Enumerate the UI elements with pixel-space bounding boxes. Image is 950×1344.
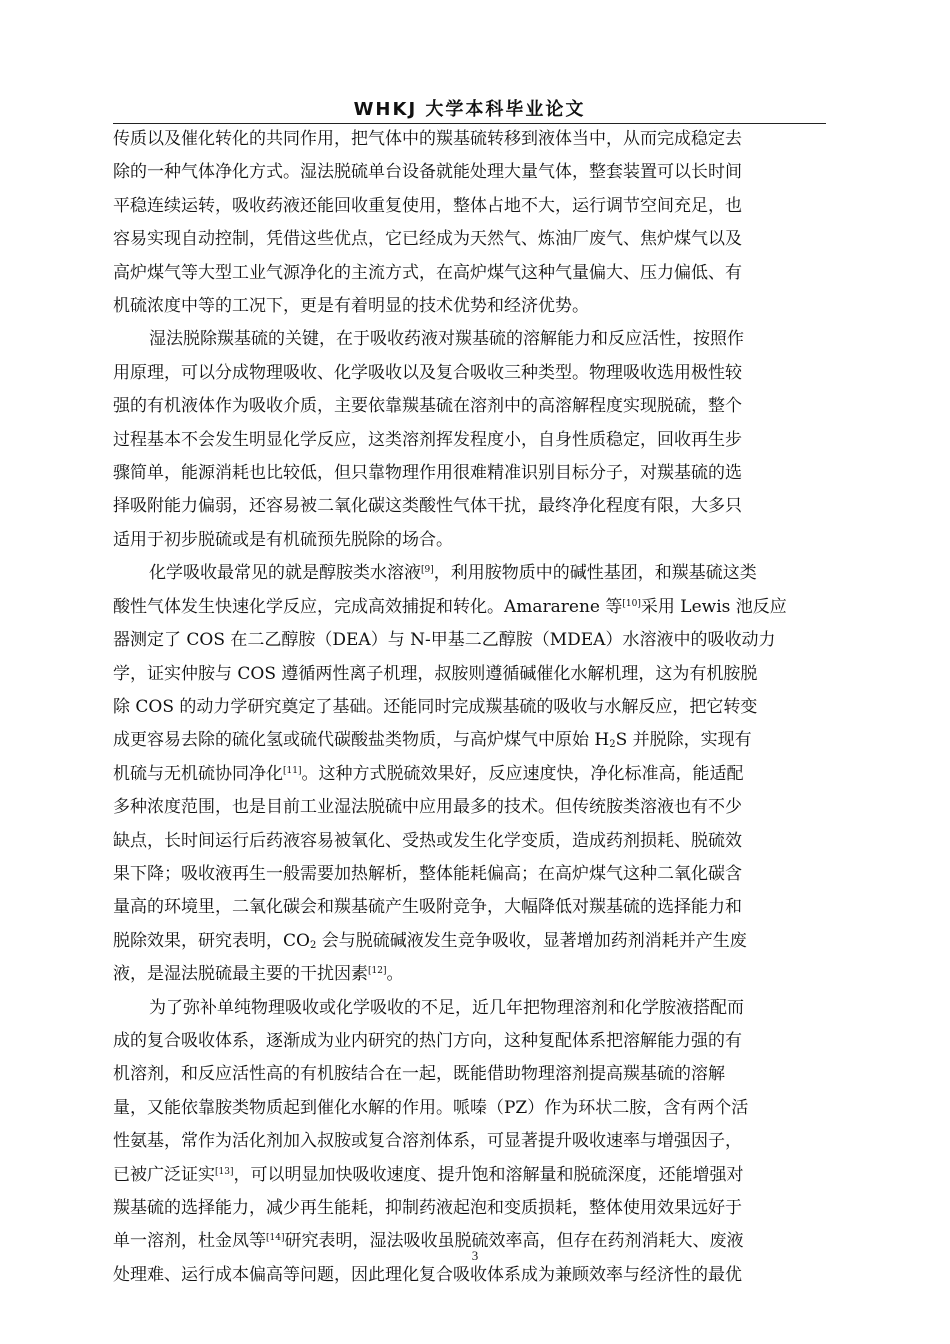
page-number: 3 bbox=[471, 1248, 479, 1263]
text-line: 量，又能依靠胺类物质起到催化水解的作用。哌嗪（PZ）作为环状二胺，含有两个活 bbox=[113, 1097, 749, 1118]
text-line: 多种浓度范围，也是目前工业湿法脱硫中应用最多的技术。但传统胺类溶液也有不少 bbox=[113, 797, 742, 818]
text-line: 机溶剂，和反应活性高的有机胺结合在一起，既能借助物理溶剂提高羰基硫的溶解 bbox=[113, 1064, 725, 1085]
text-line: 羰基硫的选择能力，减少再生能耗，抑制药液起泡和变质损耗，整体使用效果远好于 bbox=[113, 1198, 742, 1218]
text-line: 容易实现自动控制，凭借这些优点，它已经成为天然气、炼油厂废气、焦炉煤气以及 bbox=[113, 229, 742, 250]
text-line: 量高的环境里，二氧化碳会和羰基硫产生吸附竞争，大幅降低对羰基硫的选择能力和 bbox=[113, 897, 742, 918]
page-header bbox=[113, 92, 826, 124]
text-line: 缺点，长时间运行后药液容易被氧化、受热或发生化学变质，造成药剂损耗、脱硫效 bbox=[113, 830, 742, 851]
paragraph bbox=[113, 323, 826, 557]
text-line: 高炉煤气等大型工业气源净化的主流方式，在高炉煤气这种气量偏大、压力偏低、有 bbox=[113, 262, 742, 283]
text-line: 择吸附能力偏弱，还容易被二氧化碳这类酸性气体干扰，最终净化程度有限，大多只 bbox=[113, 496, 742, 517]
text-line: 机硫浓度中等的工况下，更是有着明显的技术优势和经济优势。 bbox=[113, 296, 589, 317]
text-line: 已被广泛证实[13]，可以明显加快吸收速度、提升饱和溶解量和脱硫深度，还能增强对 bbox=[113, 1164, 744, 1185]
text-line: 机硫与无机硫协同净化[11]。这种方式脱硫效果好，反应速度快，净化标准高，能适配 bbox=[113, 763, 744, 784]
text-line: 学，证实仲胺与 COS 遵循两性离子机理，叔胺则遵循碱催化水解机理，这为有机胺脱 bbox=[113, 663, 758, 684]
text-line: 用原理，可以分成物理吸收、化学吸收以及复合吸收三种类型。物理吸收选用极性较 bbox=[113, 362, 742, 383]
text-line: 性氨基，常作为活化剂加入叔胺或复合溶剂体系，可显著提升吸收速率与增强因子， bbox=[113, 1131, 742, 1152]
text-line: 为了弥补单纯物理吸收或化学吸收的不足，近几年把物理溶剂和化学胺液搭配而 bbox=[149, 997, 744, 1018]
text-line: 液，是湿法脱硫最主要的干扰因素[12]。 bbox=[113, 964, 404, 985]
text-line: 脱除效果，研究表明，$CO_2$ 会与脱硫碱液发生竞争吸收，显著增加药剂消耗并产生废 bbox=[113, 930, 747, 951]
text-line: 酸性气体发生快速化学反应，完成高效捕捉和转化。Amararene 等[10]采用 Lewis 池反应 bbox=[113, 596, 787, 617]
text-line: 单一溶剂，杜金凤等[14]研究表明，湿法吸收虽脱硫效率高，但存在药剂消耗大、废液 bbox=[113, 1231, 744, 1252]
text-line: 化学吸收最常见的就是醇胺类水溶液[9]，利用胺物质中的碱性基团，和羰基硫这类 bbox=[149, 563, 757, 584]
text-line: 器测定了 COS 在二乙醇胺（DEA）与 N-甲基二乙醇胺（MDEA）水溶液中的吸收动力 bbox=[113, 630, 776, 651]
text-line: 处理难、运行成本偏高等问题，因此理化复合吸收体系成为兼顾效率与经济性的最优 bbox=[113, 1264, 742, 1285]
text-line: 适用于初步脱硫或是有机硫预先脱除的场合。 bbox=[113, 529, 453, 550]
body-text bbox=[113, 123, 826, 1292]
paragraph bbox=[113, 123, 826, 323]
text-line: 湿法脱除羰基硫的关键，在于吸收药液对羰基硫的溶解能力和反应活性，按照作 bbox=[149, 329, 744, 350]
text-line: 强的有机液体作为吸收介质，主要依靠羰基硫在溶剂中的高溶解程度实现脱硫，整个 bbox=[113, 396, 742, 417]
paragraph bbox=[113, 557, 826, 991]
text-line: 除的一种气体净化方式。湿法脱硫单台设备就能处理大量气体，整套装置可以长时间 bbox=[113, 162, 742, 183]
text-line: 除 COS 的动力学研究奠定了基础。还能同时完成羰基硫的吸收与水解反应，把它转变 bbox=[113, 696, 758, 717]
text-line: 平稳连续运转，吸收药液还能回收重复使用，整体占地不大，运行调节空间充足，也 bbox=[113, 195, 742, 216]
text-line: 果下降；吸收液再生一般需要加热解析，整体能耗偏高；在高炉煤气这种二氧化碳含 bbox=[113, 863, 742, 884]
text-line: 传质以及催化转化的共同作用，把气体中的羰基硫转移到液体当中，从而完成稳定去 bbox=[113, 129, 742, 149]
text-line: 过程基本不会发生明显化学反应，这类溶剂挥发程度小，自身性质稳定，回收再生步 bbox=[113, 429, 742, 450]
text-line: 成更容易去除的硫化氢或硫代碳酸盐类物质，与高炉煤气中原始 $H_2S$ 并脱除，实现有 bbox=[113, 730, 752, 751]
header-title: WHKJ 大学本科毕业论文 bbox=[353, 99, 586, 120]
text-line: 骤简单，能源消耗也比较低，但只靠物理作用很难精准识别目标分子，对羰基硫的选 bbox=[113, 463, 742, 484]
text-line: 成的复合吸收体系，逐渐成为业内研究的热门方向，这种复配体系把溶解能力强的有 bbox=[113, 1030, 742, 1051]
